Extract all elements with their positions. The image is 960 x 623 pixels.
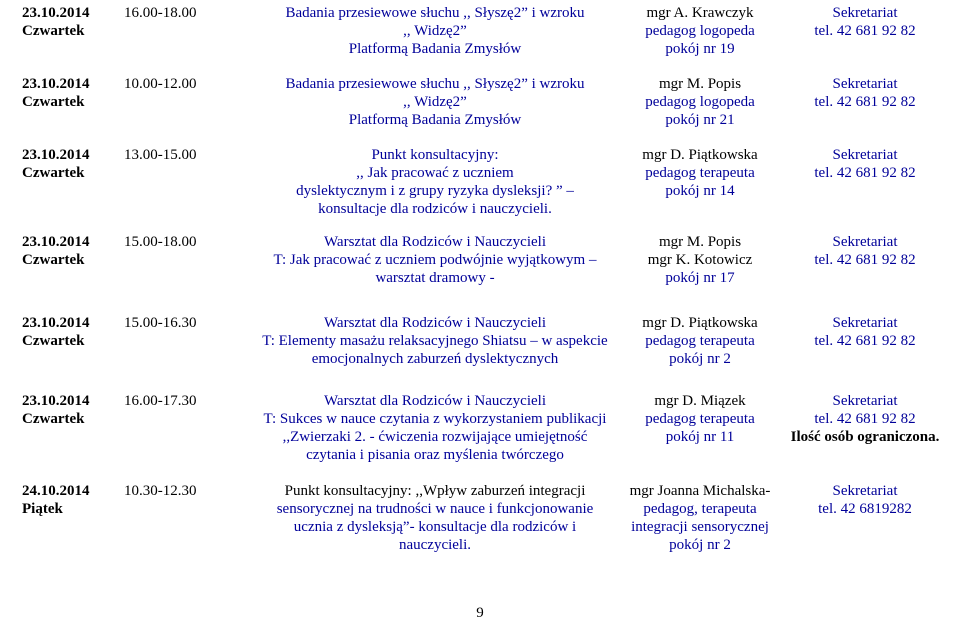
topic-line: warsztat dramowy - — [375, 270, 495, 286]
contact-cell — [785, 482, 945, 518]
time-range: 15.00-18.00 — [124, 234, 197, 250]
room: pokój nr 17 — [665, 270, 735, 286]
contact-office: Sekretariat — [832, 393, 898, 409]
topic-line: T: Elementy masażu relaksacyjnego Shiatsu – w aspekcie — [262, 333, 608, 349]
contact-cell — [785, 146, 945, 182]
topic-line: nauczycieli. — [398, 537, 472, 553]
topic-line: czytania i pisania oraz myślenia twórczego — [306, 447, 564, 463]
contact-cell — [785, 233, 945, 269]
person-cell — [620, 146, 780, 200]
topic-line: T: Jak pracować z uczniem podwójnie wyjątkowym – — [273, 252, 597, 268]
person-name: mgr D. Piątkowska — [642, 315, 758, 331]
time-range: 10.30-12.30 — [124, 483, 197, 499]
weekday: Czwartek — [22, 23, 85, 39]
time-cell — [124, 482, 244, 500]
person-cell — [620, 4, 780, 58]
person-role: integracji sensorycznej — [631, 519, 769, 535]
person-role: pedagog terapeuta — [645, 333, 755, 349]
date: 23.10.2014 — [22, 315, 90, 331]
topic-line: ,, Jak pracować z uczniem — [356, 165, 514, 181]
date-cell — [22, 146, 112, 182]
person-cell — [620, 233, 780, 287]
contact-office: Sekretariat — [832, 147, 898, 163]
page-number: 9 — [476, 605, 484, 621]
weekday: Piątek — [22, 501, 63, 517]
contact-cell — [785, 392, 945, 446]
topic-line: ,,Zwierzaki 2. - ćwiczenia rozwijające umiejętność — [282, 429, 588, 445]
contact-phone: tel. 42 6819282 — [818, 501, 912, 517]
topic-cell — [250, 75, 620, 129]
time-range: 15.00-16.30 — [124, 315, 197, 331]
time-cell — [124, 4, 244, 22]
room: pokój nr 19 — [665, 41, 735, 57]
topic-line: Badania przesiewowe słuchu ,, Słyszę2” i wzroku — [285, 5, 585, 21]
date-cell — [22, 392, 112, 428]
topic-cell — [250, 146, 620, 218]
contact-office: Sekretariat — [832, 234, 898, 250]
contact-phone: tel. 42 681 92 82 — [814, 165, 916, 181]
topic-line: Badania przesiewowe słuchu ,, Słyszę2” i wzroku — [285, 76, 585, 92]
person-name: mgr M. Popis — [658, 76, 742, 92]
topic-line: Warsztat dla Rodziców i Nauczycieli — [323, 393, 547, 409]
topic-line: Platformą Badania Zmysłów — [348, 112, 522, 128]
contact-cell — [785, 75, 945, 111]
contact-phone: tel. 42 681 92 82 — [814, 23, 916, 39]
topic-line: emocjonalnych zaburzeń dyslektycznych — [311, 351, 559, 367]
date: 23.10.2014 — [22, 393, 90, 409]
person-cell — [620, 75, 780, 129]
topic-line: konsultacje dla rodziców i nauczycieli. — [318, 201, 552, 217]
room: pokój nr 2 — [669, 351, 731, 367]
contact-phone: tel. 42 681 92 82 — [814, 411, 916, 427]
topic-line: T: Sukces w nauce czytania z wykorzystaniem publikacji — [263, 411, 607, 427]
weekday: Czwartek — [22, 333, 85, 349]
person-role: pedagog, terapeuta — [643, 501, 757, 517]
weekday: Czwartek — [22, 165, 85, 181]
time-cell — [124, 146, 244, 164]
weekday: Czwartek — [22, 94, 85, 110]
time-range: 16.00-17.30 — [124, 393, 197, 409]
person-cell — [620, 482, 780, 554]
topic-line: ,, Widzę2” — [403, 23, 467, 39]
topic-cell — [250, 233, 620, 287]
topic-line: dyslektycznym i z grupy ryzyka dysleksji? ” – — [296, 183, 574, 199]
contact-office: Sekretariat — [832, 76, 898, 92]
date: 23.10.2014 — [22, 234, 90, 250]
topic-line: Punkt konsultacyjny: — [371, 147, 499, 163]
topic-cell — [250, 392, 620, 464]
room: pokój nr 14 — [665, 183, 735, 199]
time-cell — [124, 314, 244, 332]
date-cell — [22, 233, 112, 269]
date-cell — [22, 482, 112, 518]
person-name: mgr K. Kotowicz — [647, 252, 753, 268]
date: 23.10.2014 — [22, 76, 90, 92]
room: pokój nr 2 — [669, 537, 731, 553]
time-cell — [124, 233, 244, 251]
time-range: 13.00-15.00 — [124, 147, 197, 163]
topic-cell — [250, 4, 620, 58]
topic-line: ,, Widzę2” — [403, 94, 467, 110]
person-name: mgr A. Krawczyk — [646, 5, 754, 21]
date-cell — [22, 75, 112, 111]
topic-line: sensorycznej na trudności w nauce i funkcjonowanie — [276, 501, 594, 517]
date-cell — [22, 314, 112, 350]
person-name: mgr Joanna Michalska- — [629, 483, 771, 499]
room: pokój nr 21 — [665, 112, 735, 128]
time-range: 10.00-12.00 — [124, 76, 197, 92]
room: pokój nr 11 — [665, 429, 735, 445]
weekday: Czwartek — [22, 252, 85, 268]
time-cell — [124, 75, 244, 93]
contact-cell — [785, 314, 945, 350]
person-role: pedagog terapeuta — [645, 165, 755, 181]
topic-line: Warsztat dla Rodziców i Nauczycieli — [323, 234, 547, 250]
person-cell — [620, 314, 780, 368]
time-range: 16.00-18.00 — [124, 5, 197, 21]
topic-cell — [250, 314, 620, 368]
contact-phone: tel. 42 681 92 82 — [814, 333, 916, 349]
time-cell — [124, 392, 244, 410]
topic-cell — [250, 482, 620, 554]
person-name: mgr M. Popis — [658, 234, 742, 250]
date-cell — [22, 4, 112, 40]
person-role: pedagog logopeda — [645, 94, 755, 110]
date: 24.10.2014 — [22, 483, 90, 499]
person-role: pedagog terapeuta — [645, 411, 755, 427]
topic-line: ucznia z dysleksją”- konsultacje dla rodziców i — [293, 519, 577, 535]
person-name: mgr D. Piątkowska — [642, 147, 758, 163]
contact-office: Sekretariat — [832, 315, 898, 331]
topic-line: Platformą Badania Zmysłów — [348, 41, 522, 57]
person-role: pedagog logopeda — [645, 23, 755, 39]
person-name: mgr D. Miązek — [654, 393, 746, 409]
date: 23.10.2014 — [22, 5, 90, 21]
contact-phone: tel. 42 681 92 82 — [814, 252, 916, 268]
contact-office: Sekretariat — [832, 483, 898, 499]
contact-phone: tel. 42 681 92 82 — [814, 94, 916, 110]
contact-office: Sekretariat — [832, 5, 898, 21]
person-cell — [620, 392, 780, 446]
weekday: Czwartek — [22, 411, 85, 427]
topic-line: Warsztat dla Rodziców i Nauczycieli — [323, 315, 547, 331]
contact-cell — [785, 4, 945, 40]
topic-line: Punkt konsultacyjny: ,,Wpływ zaburzeń integracji — [284, 483, 586, 499]
capacity-note: Ilość osób ograniczona. — [790, 429, 940, 445]
date: 23.10.2014 — [22, 147, 90, 163]
